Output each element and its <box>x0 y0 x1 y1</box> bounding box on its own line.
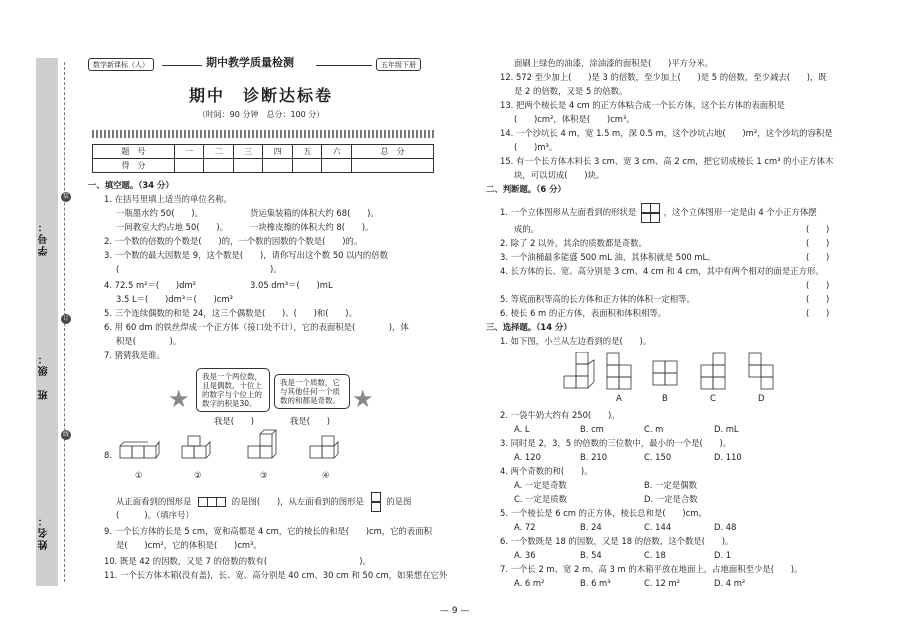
option[interactable]: C. 一定是质数 <box>514 494 568 504</box>
option[interactable]: B. 6 m³ <box>580 578 611 588</box>
option[interactable]: A. 72 <box>514 522 536 532</box>
decorative-bar <box>92 130 434 138</box>
speech-bubble: 我是一个两位数，且是偶数，十位上的数字与个位上的数字的积是30。 <box>196 368 270 412</box>
answer-paren[interactable]: ( ) <box>806 294 830 304</box>
name-label: 姓名： <box>39 514 50 550</box>
answer-paren[interactable]: ( ) <box>806 308 830 318</box>
question-text: ( )。 <box>116 264 282 274</box>
cube-figure-2 <box>180 434 216 466</box>
option[interactable]: A. 一定是奇数 <box>514 480 567 490</box>
score-cell[interactable] <box>174 159 204 173</box>
question-text: 5. 一个棱长是 6 cm 的正方体，棱长总和是( )cm。 <box>500 508 707 518</box>
question-text: 成的。 <box>514 224 540 234</box>
score-header-row <box>93 145 434 159</box>
figure-label: ① <box>135 470 143 480</box>
score-cell[interactable] <box>351 159 433 173</box>
question-text: 4. 两个奇数的和( )。 <box>500 466 593 476</box>
question-text: 7. 猜猜我是谁。 <box>104 350 165 360</box>
option-c-shape <box>700 352 726 390</box>
option-label[interactable]: D <box>758 394 765 404</box>
question-text: 4. 长方体的长、宽、高分别是 3 cm、4 cm 和 4 cm，其中有两个相对的面是正方形。 <box>500 266 824 276</box>
option[interactable]: B. cm <box>580 424 604 434</box>
question-text <box>500 202 817 223</box>
question-text: 3.05 dm³＝( )mL <box>250 280 333 290</box>
answer-prompt: 我是( ) <box>214 416 255 426</box>
answer-prompt: 我是( ) <box>290 416 331 426</box>
header-title: 期中教学质量检测 <box>206 56 294 69</box>
option[interactable]: B. 210 <box>580 452 608 462</box>
option[interactable]: A. L <box>514 424 530 434</box>
option[interactable]: B. 一定是偶数 <box>644 480 697 490</box>
option[interactable]: C. m <box>644 424 664 434</box>
question-text: 的是图 <box>386 496 412 507</box>
question-text: 6. 用 60 dm 的铁丝焊成一个正方体（接口处不计），它的表面积是( )，体 <box>104 322 409 332</box>
question-text: 2. 一个数的倍数的个数是( )的，一个数的因数的个数是( )的。 <box>104 236 363 246</box>
table-cell: 六 <box>322 145 352 159</box>
left-view-shape <box>641 202 659 223</box>
answer-paren[interactable]: ( ) <box>806 224 830 234</box>
question-text: 1. 如下图，小兰从左边看到的是( )。 <box>500 336 652 346</box>
question-text: ( )m³。 <box>514 142 558 152</box>
cube-figure-1 <box>118 434 160 466</box>
question-text: ( )cm²，体积是( )cm³。 <box>514 114 635 124</box>
section-heading: 二、判断题。（6 分） <box>486 184 566 194</box>
question-text: 一块橡皮擦的体积大约 8( )。 <box>250 222 374 232</box>
cube-stack-figure <box>560 352 606 392</box>
option-label[interactable]: C <box>710 394 716 404</box>
score-cell[interactable] <box>322 159 352 173</box>
option[interactable]: C. 18 <box>644 550 666 560</box>
score-cell[interactable] <box>292 159 322 173</box>
question-text: 一瓶墨水约 50( )。 <box>116 208 203 218</box>
question-text: 9. 一个长方体的长是 5 cm，宽和高都是 4 cm，它的棱长的和是( )cm，它的表面积 <box>104 526 433 536</box>
star-mascot-icon: ★ <box>168 385 190 413</box>
question-text: 3.5 L＝( )dm³＝( )cm³ <box>116 294 233 304</box>
score-cell[interactable] <box>204 159 234 173</box>
page-number: — 9 — <box>440 606 470 616</box>
page-subtitle: （时间：90 分钟 总分：100 分） <box>197 110 325 119</box>
question-text: 是 2 的倍数，又是 5 的倍数。 <box>514 86 628 96</box>
question-text: 3. 一个油桶最多能盛 500 mL 油，其体积就是 500 mL。 <box>500 252 716 262</box>
question-text: 是( )cm²，它的体积是( )cm³。 <box>116 540 262 550</box>
section-heading: 三、选择题。（14 分） <box>486 322 572 332</box>
table-cell: 总 分 <box>351 145 433 159</box>
figure-label: ③ <box>260 470 268 480</box>
table-cell: 题 号 <box>93 145 175 159</box>
binding-dot: 线 <box>62 431 69 438</box>
question-text <box>116 492 411 512</box>
cube-figure-4 <box>308 434 344 466</box>
option-b-shape <box>652 360 678 388</box>
question-text: ( )。（填序号） <box>116 510 194 520</box>
score-table <box>92 144 434 173</box>
question-text: 面刷上绿色的油漆，涂油漆的面积是( )平方分米。 <box>514 58 714 68</box>
option[interactable]: B. 54 <box>580 550 602 560</box>
question-text: 积是( )。 <box>116 336 182 346</box>
option[interactable]: D. 48 <box>714 522 737 532</box>
front-view-shape <box>198 497 225 508</box>
question-text: 的是图( )，从左面看到的图形是 <box>231 496 364 507</box>
cube-figure-3 <box>246 426 282 466</box>
side-view-shape <box>371 492 380 512</box>
student-id-label: 学号： <box>39 220 50 256</box>
option[interactable]: A. 36 <box>514 550 536 560</box>
question-text: 一间教室大约占地 50( )。 <box>116 222 228 232</box>
option[interactable]: A. 120 <box>514 452 541 462</box>
edition-tag: 数学新课标（人） <box>88 58 154 71</box>
option-label[interactable]: A <box>616 394 622 404</box>
grade-tag: 五年级下册 <box>376 58 421 71</box>
option[interactable]: C. 144 <box>644 522 672 532</box>
option[interactable]: D. mL <box>714 424 739 434</box>
question-text: 2. 除了 2 以外，其余的质数都是奇数。 <box>500 238 647 248</box>
question-number: 8. <box>104 450 112 460</box>
question-text: 15. 有一个长方体木料长 3 cm、宽 3 cm、高 2 cm，把它切成棱长 1 cm³ 的小正方体木 <box>500 156 834 166</box>
header-rule <box>162 65 202 66</box>
option-label[interactable]: B <box>662 394 668 404</box>
score-cell[interactable] <box>263 159 293 173</box>
option[interactable]: B. 24 <box>580 522 602 532</box>
section-heading: 一、填空题。（34 分） <box>88 180 174 190</box>
figure-label: ② <box>194 470 202 480</box>
question-text: 从正面看到的图形是 <box>116 496 192 507</box>
question-text: 2. 一袋牛奶大约有 250( )。 <box>500 410 620 420</box>
score-row <box>93 159 434 173</box>
question-text: 10. 既是 42 的因数，又是 7 的倍数的数有( )。 <box>104 556 371 566</box>
option[interactable]: D. 4 m² <box>714 578 746 588</box>
score-cell[interactable] <box>233 159 263 173</box>
option[interactable]: D. 1 <box>714 550 732 560</box>
question-text: 5. 等底面积等高的长方体和正方体的体积一定相等。 <box>500 294 695 304</box>
binding-dot: 装 <box>62 193 69 200</box>
answer-paren[interactable]: ( ) <box>806 280 830 290</box>
question-text: 14. 一个沙坑长 4 m，宽 1.5 m，深 0.5 m，这个沙坑占地( )m²，这个沙坑的容积是 <box>500 128 833 138</box>
answer-paren[interactable]: ( ) <box>806 238 830 248</box>
option[interactable]: D. 110 <box>714 452 742 462</box>
class-label: 班 级： <box>39 352 50 400</box>
table-cell: 一 <box>174 145 204 159</box>
option[interactable]: C. 150 <box>644 452 672 462</box>
option[interactable]: A. 6 m² <box>514 578 545 588</box>
answer-paren[interactable]: ( ) <box>806 252 830 262</box>
question-text: 3. 一个数的最大因数是 9，这个数是( )，请你写出这个数 50 以内的倍数 <box>104 250 389 260</box>
option[interactable]: C. 12 m² <box>644 578 681 588</box>
speech-bubble: 我是一个质数，它与其他任何一个质数的和都是奇数。 <box>274 374 350 409</box>
table-cell: 五 <box>292 145 322 159</box>
question-text: 12. 572 至少加上( )是 3 的倍数，至少加上( )是 5 的倍数，至少减去( )，既 <box>500 72 827 82</box>
figure-label: ④ <box>322 470 330 480</box>
page-header <box>88 58 434 74</box>
question-text: 6. 一个数既是 18 的因数，又是 18 的倍数，这个数是( )。 <box>500 536 734 546</box>
option-d-shape <box>748 352 774 390</box>
question-text: 6. 棱长 6 m 的正方体，表面积和体积相等。 <box>500 308 667 318</box>
star-mascot-icon: ★ <box>352 385 374 413</box>
table-cell: 三 <box>233 145 263 159</box>
question-text: 块，可以切成( )块。 <box>514 170 605 180</box>
question-text: 11. 一个长方体木箱(没有盖)，长、宽、高分别是 40 cm、30 cm 和 50 cm，如果想在它外 <box>104 570 448 580</box>
question-text: 货运集装箱的体积大约 68( )。 <box>250 208 379 218</box>
table-cell: 四 <box>263 145 293 159</box>
table-cell: 得 分 <box>93 159 175 173</box>
page-title: 期中 诊断达标卷 <box>188 86 333 105</box>
question-text: 3. 同时是 2，3，5 的倍数的三位数中，最小的一个是( )。 <box>500 438 732 448</box>
question-text: 1. 在括号里填上适当的单位名称。 <box>104 194 232 204</box>
question-text: 13. 把两个棱长是 4 cm 的正方体粘合成一个长方体，这个长方体的表面积是 <box>500 100 785 110</box>
header-rule <box>316 65 372 66</box>
question-text: 1. 一个立体图形从左面看到的形状是 <box>500 207 637 217</box>
question-text: 7. 一个长 2 m、宽 2 m、高 3 m 的木箱平放在地面上，占地面积至少是( )。 <box>500 564 803 574</box>
option-a-shape <box>606 352 632 390</box>
table-cell: 二 <box>204 145 234 159</box>
question-text: ，这个立体图形一定是由 4 个小正方体摆 <box>663 207 817 217</box>
binding-dot: 订 <box>62 315 69 322</box>
question-text: 4. 72.5 m²＝( )dm² <box>104 280 196 290</box>
question-text: 5. 三个连续偶数的和是 24，这三个偶数是( )、( )和( )。 <box>104 308 357 318</box>
option[interactable]: D. 一定是合数 <box>644 494 698 504</box>
